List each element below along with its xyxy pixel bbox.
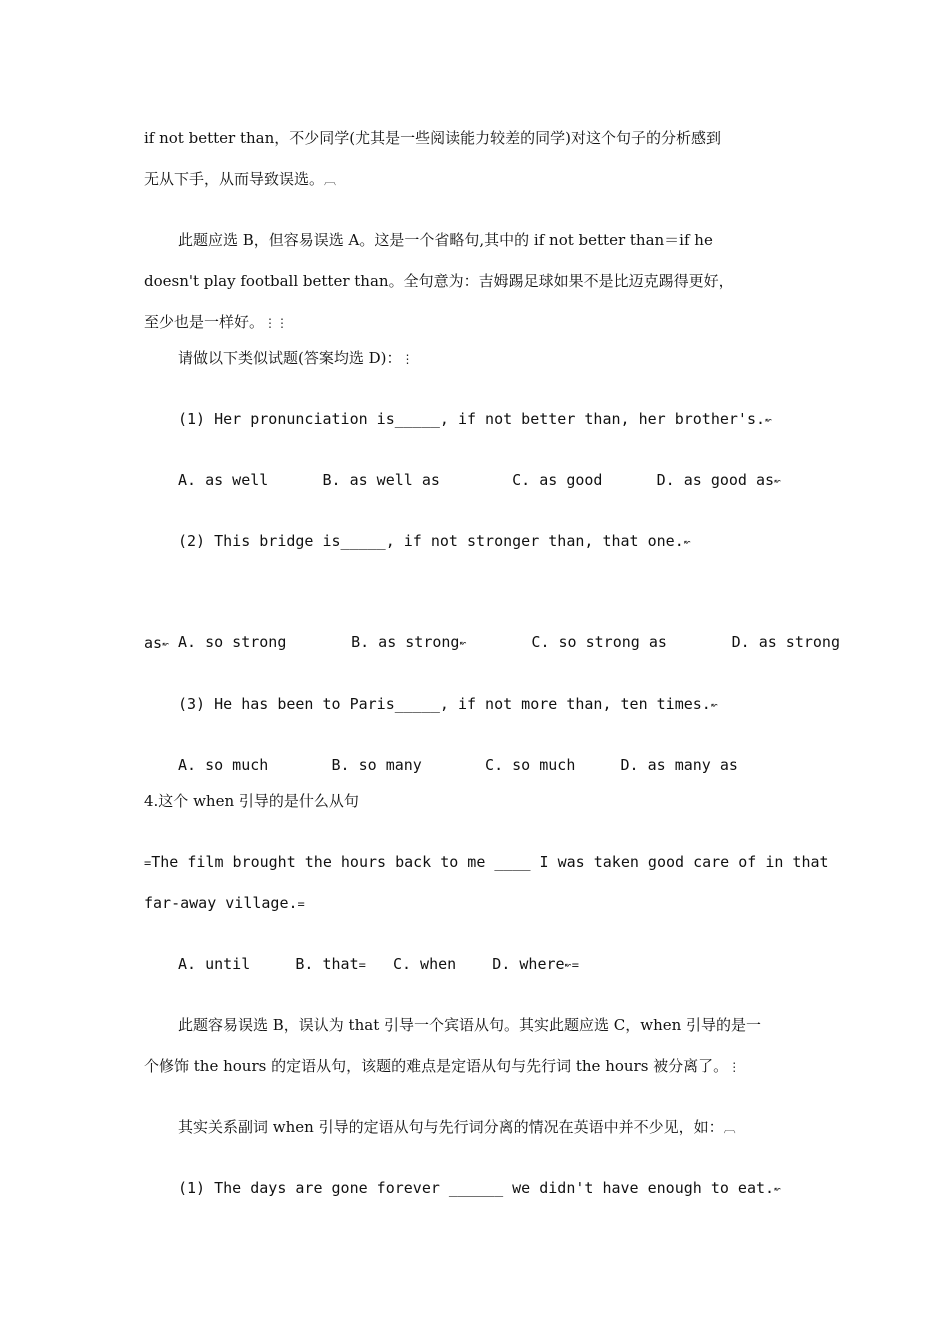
question-3: (3) He has been to Paris_____, if not more than, ten times.↜ [178,695,719,713]
format-mark-icon: ⋮ [728,1060,741,1074]
explanation-line: 此题容易误选 B，误认为 that 引导一个宾语从句。其实此题应选 C，when 引导的是一 [178,1016,762,1034]
option-b: B. as strong↜ [351,633,467,651]
loop-mark-icon: ↜ [765,413,773,427]
format-mark-icon: ⋮ [264,316,277,330]
explanation-line: 其实关系副词 when 引导的定语从句与先行词分离的情况在英语中并不少见，如：︹ [178,1118,736,1136]
format-mark-icon: ⋮ [276,316,289,330]
text-line: 无从下手，从而导致误选。︹ [144,170,337,188]
text-line: 请做以下类似试题(答案均选 D)：⋮ [178,349,414,367]
text-line: if not better than，不少同学(尤其是一些阅读能力较差的同学)对这个句子的分析感到 [144,129,721,147]
text-line: 至少也是一样好。⋮⋮ [144,313,289,331]
format-mark-icon: = [571,958,580,972]
loop-mark-icon: ↜ [162,637,170,651]
format-mark-icon: = [297,897,305,911]
question-2-options [178,592,840,693]
question-2-options-cont: as↜ [144,634,170,652]
sentence-4-line-1: =The film brought the hours back to me ____ I was taken good care of in that [144,853,829,871]
format-mark-icon: ⋮ [401,352,414,366]
loop-mark-icon: ↜ [774,1182,782,1196]
question-1: (1) Her pronunciation is_____, if not better than, her brother's.↜ [178,410,773,428]
question-1-options: A. as well B. as well as C. as good D. as good as↜ [178,471,782,489]
example-1: (1) The days are gone forever ______ we didn't have enough to eat.↜ [178,1179,782,1197]
explanation-line: 个修饰 the hours 的定语从句，该题的难点是定语从句与先行词 the hours 被分离了。⋮ [144,1057,741,1075]
question-3-options: A. so much B. so many C. so much D. as many as [178,756,738,774]
question-2: (2) This bridge is_____, if not stronger than, that one.↜ [178,532,691,550]
loop-mark-icon: ↜ [683,535,691,549]
sentence-4-options: A. until B. that= C. when D. where↜= [178,955,580,973]
text-line: 此题应选 B，但容易误选 A。这是一个省略句,其中的 if not better than＝if he [178,231,713,249]
sentence-4-line-2: far-away village.= [144,894,305,912]
section-heading-4: 4.这个 when 引导的是什么从句 [144,792,359,810]
paragraph-mark-icon: ︹ [723,1121,736,1135]
text-line: doesn't play football better than。全句意为：吉姆踢足球如果不是比迈克踢得更好， [144,272,734,290]
paragraph-mark-icon: ︹ [324,173,337,187]
option-d: D. as strong [731,633,840,651]
format-mark-icon: = [144,856,152,870]
loop-mark-icon: ↜ [564,958,572,972]
loop-mark-icon: ↜ [774,474,782,488]
loop-mark-icon: ↜ [459,636,467,650]
option-a: A. so strong [178,633,287,651]
option-c: C. so strong as [531,633,667,651]
loop-mark-icon: ↜ [710,698,719,712]
format-mark-icon: = [358,958,366,972]
